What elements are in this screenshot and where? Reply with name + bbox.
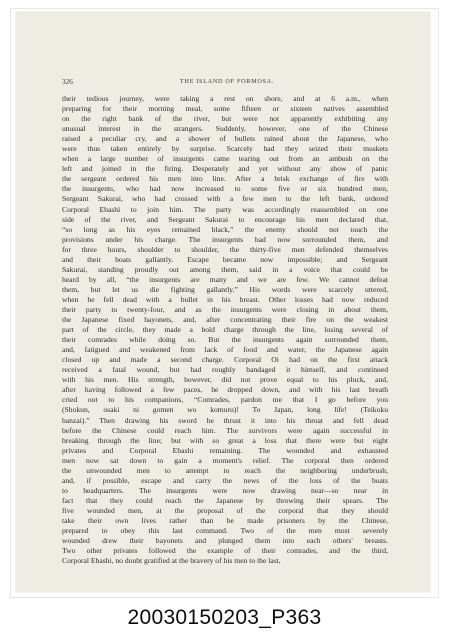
text-line: the sergeant ordered his men into line. After a brisk exchange of fire with xyxy=(62,174,388,184)
text-line: when a large number of insurgents came tearing out from an ambush on the xyxy=(62,154,388,164)
text-line: and, fatigued and weakened from lack of food and water, the Japanese again xyxy=(62,345,388,355)
text-line: side of the river, and Sergeant Sakurai to encourage his men declared that, xyxy=(62,214,388,224)
book-page xyxy=(16,12,430,592)
text-line: their tedious journey, were taking a rest on shore, and at 6 a.m., when xyxy=(62,94,388,103)
text-line: raised a peculiar cry, and a shower of bullets rained about the Japanese, who xyxy=(62,134,388,144)
text-line: the insurgents, who had now increased to some five or six hundred men, xyxy=(62,184,388,194)
text-line: banzai).” Then drawing his sword he thrust it into his throat and fell dead xyxy=(62,415,388,425)
page-number: 326 xyxy=(62,78,73,86)
body-text xyxy=(62,94,388,566)
text-line: wounded drew their bayonets and plunged them into each others' breasts. xyxy=(62,536,388,546)
text-line: preparing for their morning meal, some fifteen or sixteen natives assembled xyxy=(62,104,388,114)
text-line: take their own lives rather than be made prisoners by the Chinese, xyxy=(62,515,388,525)
text-line: and, if possible, escape and carry the news of the loss of the boats xyxy=(62,475,388,485)
text-line: Corporal Ebashi to join him. The party was accordingly reassembled on one xyxy=(62,204,388,214)
text-line: Sakurai, standing proudly out among them, said in a voice that could be xyxy=(62,264,388,274)
text-line: with his men. His strength, however, did not prove equal to his pluck, and, xyxy=(62,375,388,385)
text-line: unusual interest in the strangers. Suddenly, however, one of the Chinese xyxy=(62,124,388,134)
text-line: before the Chinese could reach him. The survivors were again successful in xyxy=(62,425,388,435)
text-line: left and joined in the firing. Desperately and yet without any show of panic xyxy=(62,164,388,174)
text-line: men now sat down to gain a moment's relief. The corporal then ordered xyxy=(62,455,388,465)
text-line: Two other privates followed the example of their comrades, and the third, xyxy=(62,546,388,556)
text-line: the unwounded men to attempt to reach the neighboring underbrush, xyxy=(62,465,388,475)
text-line: (Shokun, osaki ni gomen wo komuru)! To Japan, long life! (Teikoku xyxy=(62,405,388,415)
text-line: heard by all, “the insurgents are many and we are few. We cannot defeat xyxy=(62,274,388,284)
text-line: after having followed a few paces, he dropped down, and with his last breath xyxy=(62,385,388,395)
image-caption: 20030150203_P363 xyxy=(127,606,322,629)
text-line: closed up and made a second charge. Corporal Oi had on the first attack xyxy=(62,355,388,365)
text-line: for three hours, shoulder to shoulder, the thirty-five men defended themselves xyxy=(62,244,388,254)
text-line: and their boats gallantly. Escape became now impossible; and Sergeant xyxy=(62,254,388,264)
text-line: their party to twenty-four, and as the insurgents were closing in about them, xyxy=(62,304,388,314)
text-line: Sergeant Sakurai, who had crossed with a few men to the left bank, ordered xyxy=(62,194,388,204)
text-line: when he fell dead with a bullet in his breast. Other losses had now reduced xyxy=(62,294,388,304)
text-line: were thus taken entirely by surprise. Scarcely had they seized their muskets xyxy=(62,144,388,154)
text-line: prepared to obey this last command. Two of the men most severely xyxy=(62,526,388,536)
text-line: their comrades while doing so. But the insurgents again surrounded them, xyxy=(62,335,388,345)
text-line: Corporal Ebashi, no doubt gratified at the bravery of his men to the last, xyxy=(62,556,281,566)
text-line: received a fatal wound, but had roughly bandaged it himself, and continued xyxy=(62,365,388,375)
text-line: on the right bank of the river, but were not apparently exhibiting any xyxy=(62,114,388,124)
text-line: part of the circle, they made a bold charge through the line, losing several of xyxy=(62,325,388,335)
text-line: “so long as his eyes remained black,” the enemy should not touch the xyxy=(62,224,388,234)
running-title: THE ISLAND OF FORMOSA. xyxy=(179,78,275,85)
text-line: to headquarters. The insurgents were now drawing near—so near in xyxy=(62,485,388,495)
running-head xyxy=(62,78,392,90)
text-line: privates and Corporal Ebashi remaining. The wounded and exhausted xyxy=(62,445,388,455)
text-line: five wounded men, at the proposal of the corporal that they should xyxy=(62,505,388,515)
text-line: fact that they could reach the Japanese by throwing their spears. The xyxy=(62,495,388,505)
text-line: the Japanese fixed bayonets, and, after concentrating their fire on the weakest xyxy=(62,315,388,325)
text-line: provisions under his charge. The insurgents had now surrounded them, and xyxy=(62,234,388,244)
text-line: them, but let us die fighting gallantly.” His words were scarcely uttered, xyxy=(62,284,388,294)
text-line: breaking through the line; but with so great a loss that there were but eight xyxy=(62,435,388,445)
text-line: cried out to his companions, “Comrades, pardon me that I go before you xyxy=(62,395,388,405)
